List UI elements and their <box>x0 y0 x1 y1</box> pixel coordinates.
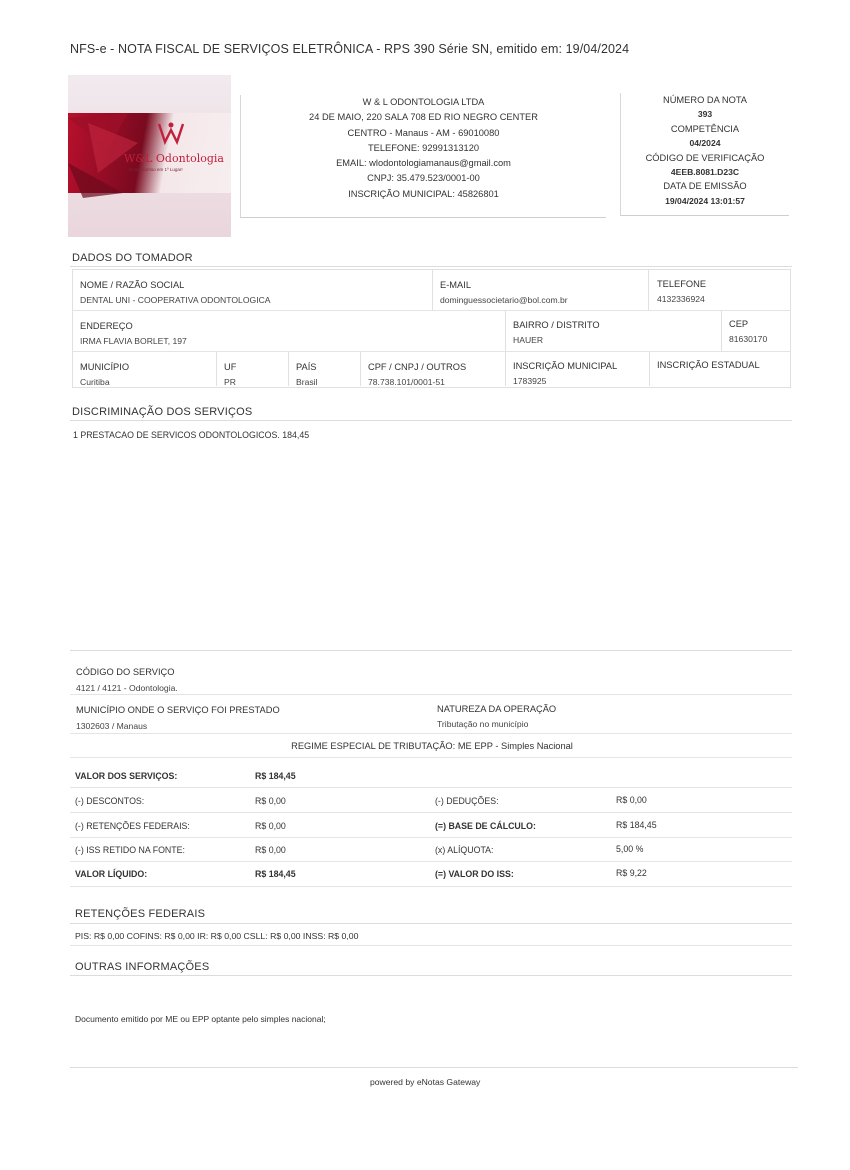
divider <box>505 311 506 351</box>
tomador-city: Curitiba <box>80 377 110 387</box>
services-value: R$ 184,45 <box>255 771 296 781</box>
divider <box>432 270 433 310</box>
rate-value: 5,00 % <box>616 844 644 854</box>
verification-code-label: CÓDIGO DE VERIFICAÇÃO <box>645 152 765 163</box>
tomador-im-label: INSCRIÇÃO MUNICIPAL <box>513 361 618 371</box>
iss-retained-label: (-) ISS RETIDO NA FONTE: <box>75 845 185 855</box>
retentions-section-title: RETENÇÕES FEDERAIS <box>75 908 206 920</box>
logo-tagline: O seu sorriso em 1º Lugar! <box>129 167 183 172</box>
tomador-phone: 4132336924 <box>657 294 705 304</box>
tomador-cep: 81630170 <box>729 334 768 344</box>
services-section-title: DISCRIMINAÇÃO DOS SERVIÇOS <box>72 406 253 418</box>
iss-value: R$ 9,22 <box>616 868 647 878</box>
issuer-im: INSCRIÇÃO MUNICIPAL: 45826801 <box>348 188 499 199</box>
divider <box>70 861 792 862</box>
deductions-value: R$ 0,00 <box>616 795 647 805</box>
divider <box>70 923 792 924</box>
company-logo <box>68 75 231 237</box>
tomador-doc: 78.738.101/0001-51 <box>368 377 445 387</box>
divider <box>72 310 790 311</box>
tomador-email: dominguessocietario@bol.com.br <box>440 295 568 305</box>
other-info-text: Documento emitido por ME ou EPP optante pelo simples nacional; <box>75 1014 326 1024</box>
logo-name: W&L Odontologia <box>124 152 224 165</box>
divider <box>70 975 792 976</box>
divider <box>70 787 792 788</box>
service-code: 4121 / 4121 - Odontologia. <box>76 683 178 693</box>
tomador-section-title: DADOS DO TOMADOR <box>72 252 193 264</box>
tomador-name: DENTAL UNI - COOPERATIVA ODONTOLOGICA <box>80 295 271 305</box>
deductions-label: (-) DEDUÇÕES: <box>435 796 499 806</box>
footer-credit: powered by eNotas Gateway <box>370 1077 481 1087</box>
retentions-detail: PIS: R$ 0,00 COFINS: R$ 0,00 IR: R$ 0,00 CSLL: R$ 0,00 INSS: R$ 0,00 <box>75 931 359 941</box>
net-value-label: VALOR LÍQUIDO: <box>75 869 148 879</box>
note-number: 393 <box>697 109 713 120</box>
tomador-address-label: ENDEREÇO <box>80 321 133 331</box>
divider <box>70 266 792 267</box>
issuer-cnpj: CNPJ: 35.479.523/0001-00 <box>367 173 480 184</box>
divider <box>70 945 792 946</box>
divider <box>70 733 792 734</box>
competence-label: COMPETÊNCIA <box>670 123 740 134</box>
net-value: R$ 184,45 <box>255 869 296 879</box>
rate-label: (x) ALÍQUOTA: <box>435 845 494 855</box>
service-place: 1302603 / Manaus <box>76 721 148 731</box>
divider <box>216 352 217 386</box>
divider <box>70 1067 798 1068</box>
services-value-label: VALOR DOS SERVIÇOS: <box>75 771 178 781</box>
tomador-country: Brasil <box>296 377 318 387</box>
divider <box>649 352 650 386</box>
issuer-address: 24 DE MAIO, 220 SALA 708 ED RIO NEGRO CENTER <box>309 112 538 123</box>
tomador-district-label: BAIRRO / DISTRITO <box>513 320 600 330</box>
calc-base-value: R$ 184,45 <box>616 820 657 830</box>
tomador-cep-label: CEP <box>729 319 749 329</box>
discounts-value: R$ 0,00 <box>255 796 286 806</box>
note-number-label: NÚMERO DA NOTA <box>662 95 748 105</box>
issuer-name: W & L ODONTOLOGIA LTDA <box>362 97 485 107</box>
tomador-email-label: E-MAIL <box>440 280 471 290</box>
divider <box>505 352 506 386</box>
divider <box>70 650 792 651</box>
competence: 04/2024 <box>689 138 721 149</box>
tomador-district: HAUER <box>513 335 544 345</box>
operation-nature: Tributação no município <box>437 719 529 729</box>
divider <box>70 757 792 758</box>
note-info-block <box>620 93 789 216</box>
divider <box>72 351 790 352</box>
service-place-label: MUNICÍPIO ONDE O SERVIÇO FOI PRESTADO <box>76 705 280 715</box>
tomador-uf: PR <box>224 377 236 387</box>
tomador-name-label: NOME / RAZÃO SOCIAL <box>80 280 185 290</box>
issuer-phone: TELEFONE: 92991313120 <box>367 142 480 153</box>
tomador-doc-label: CPF / CNPJ / OUTROS <box>368 362 467 372</box>
tomador-im: 1783925 <box>513 376 547 386</box>
issuer-email: EMAIL: wlodontologiamanaus@gmail.com <box>336 158 511 169</box>
tomador-country-label: PAÍS <box>296 362 317 372</box>
iss-value-label: (=) VALOR DO ISS: <box>435 869 514 879</box>
tomador-uf-label: UF <box>224 362 237 372</box>
issue-date-label: DATA DE EMISSÃO <box>663 181 747 192</box>
issuer-block <box>240 95 606 218</box>
divider <box>721 311 722 351</box>
verification-code: 4EEB.8081.D23C <box>670 167 740 178</box>
calc-base-label: (=) BASE DE CÁLCULO: <box>435 821 536 831</box>
services-description: 1 PRESTACAO DE SERVICOS ODONTOLOGICOS. 184,45 <box>73 430 310 440</box>
federal-retentions-value: R$ 0,00 <box>255 821 286 831</box>
divider <box>648 270 649 310</box>
federal-retentions-label: (-) RETENÇÕES FEDERAIS: <box>75 821 190 831</box>
divider <box>70 694 792 695</box>
divider <box>70 812 792 813</box>
tomador-phone-label: TELEFONE <box>657 279 707 289</box>
divider <box>70 837 792 838</box>
tax-regime: REGIME ESPECIAL DE TRIBUTAÇÃO: ME EPP - Simples Nacional <box>291 741 573 751</box>
divider <box>288 352 289 386</box>
iss-retained-value: R$ 0,00 <box>255 845 286 855</box>
operation-nature-label: NATUREZA DA OPERAÇÃO <box>437 704 557 714</box>
divider <box>70 420 792 421</box>
tomador-ie-label: INSCRIÇÃO ESTADUAL <box>657 360 760 370</box>
tomador-address: IRMA FLAVIA BORLET, 197 <box>80 336 187 346</box>
issuer-city: CENTRO - Manaus - AM - 69010080 <box>347 127 500 138</box>
divider <box>70 886 792 887</box>
issue-date: 19/04/2024 13:01:57 <box>665 195 745 206</box>
divider <box>360 352 361 386</box>
document-title: NFS-e - NOTA FISCAL DE SERVIÇOS ELETRÔNICA - RPS 390 Série SN, emitido em: 19/04/2024 <box>70 42 630 56</box>
tomador-city-label: MUNICÍPIO <box>80 362 130 372</box>
other-info-section-title: OUTRAS INFORMAÇÕES <box>75 961 210 973</box>
tooth-logo-icon <box>156 120 186 150</box>
discounts-label: (-) DESCONTOS: <box>75 796 145 806</box>
service-code-label: CÓDIGO DO SERVIÇO <box>76 667 175 677</box>
